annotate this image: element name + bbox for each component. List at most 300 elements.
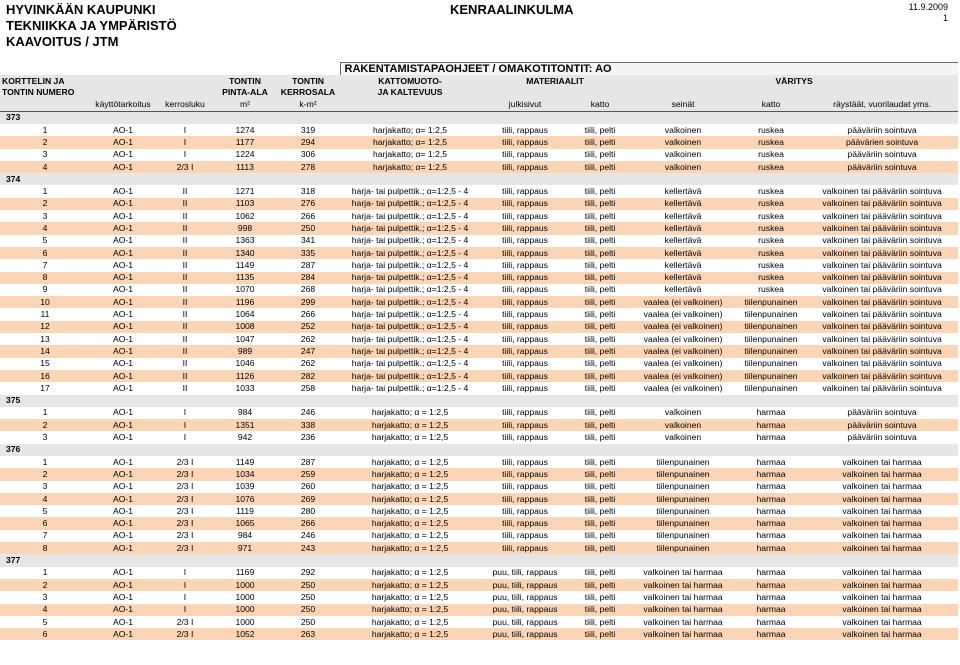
table-cell: tiili, rappaus — [480, 124, 570, 136]
table-cell: 287 — [276, 259, 340, 271]
table-cell: harjakatto; α = 1:2,5 — [340, 505, 480, 517]
table-cell: valkoinen tai harmaa — [806, 616, 958, 628]
document-meta — [909, 2, 948, 24]
header-unit-km2: k-m² — [276, 99, 340, 111]
table-row — [0, 481, 958, 493]
table-cell: 243 — [276, 542, 340, 554]
table-cell: 1363 — [214, 235, 276, 247]
table-cell: harjakatto; α = 1:2,5 — [340, 419, 480, 431]
table-cell: 250 — [276, 222, 340, 234]
table-cell: harjakatto; α= 1:2,5 — [340, 161, 480, 173]
table-cell: tiilenpunainen — [630, 456, 736, 468]
table-cell: valkoinen tai pääväriin sointuva — [806, 198, 958, 210]
table-row — [0, 345, 958, 357]
table-row — [0, 161, 958, 173]
table-cell: 1271 — [214, 185, 276, 197]
header-usage: käyttötarkoitus — [90, 99, 156, 111]
table-cell: tiili, rappaus — [480, 493, 570, 505]
table-cell: 1103 — [214, 198, 276, 210]
table-cell: harja- tai pulpettik.; α=1:2,5 - 4 — [340, 222, 480, 234]
table-cell: 1000 — [214, 616, 276, 628]
table-cell: tiili, rappaus — [480, 530, 570, 542]
table-cell: AO-1 — [90, 382, 156, 394]
table-cell: tiilenpunainen — [736, 308, 806, 320]
table-row — [0, 616, 958, 628]
table-cell: tiilenpunainen — [736, 345, 806, 357]
table-cell: AO-1 — [90, 272, 156, 284]
table-cell: ruskea — [736, 284, 806, 296]
table-cell: harja- tai pulpettik.; α=1:2,5 - 4 — [340, 235, 480, 247]
table-cell: 1119 — [214, 505, 276, 517]
table-cell: AO-1 — [90, 505, 156, 517]
table-cell: AO-1 — [90, 345, 156, 357]
table-cell: 1177 — [214, 136, 276, 148]
table-cell: valkoinen — [630, 431, 736, 443]
table-cell: 1 — [0, 456, 90, 468]
table-cell: pääväriin sointuva — [806, 407, 958, 419]
table-cell: tiili, rappaus — [480, 308, 570, 320]
table-cell: 294 — [276, 136, 340, 148]
table-cell: harjakatto; α = 1:2,5 — [340, 431, 480, 443]
table-cell: valkoinen tai pääväriin sointuva — [806, 333, 958, 345]
table-cell: AO-1 — [90, 321, 156, 333]
table-cell: valkoinen tai pääväriin sointuva — [806, 382, 958, 394]
table-cell: harmaa — [736, 591, 806, 603]
table-cell: tiili, pelti — [570, 419, 630, 431]
table-cell: valkoinen — [630, 161, 736, 173]
org-line-1: HYVINKÄÄN KAUPUNKI — [6, 2, 156, 17]
table-cell: tiili, pelti — [570, 272, 630, 284]
table-cell: valkoinen tai harmaa — [806, 493, 958, 505]
table-cell: kellertävä — [630, 198, 736, 210]
table-row — [0, 530, 958, 542]
table-cell: ruskea — [736, 210, 806, 222]
table-cell: tiilenpunainen — [630, 481, 736, 493]
table-cell: AO-1 — [90, 493, 156, 505]
table-cell: 3 — [0, 149, 90, 161]
table-cell: 1274 — [214, 124, 276, 136]
block-header-row — [0, 444, 958, 456]
table-cell: valkoinen tai harmaa — [806, 517, 958, 529]
table-cell: harjakatto; α = 1:2,5 — [340, 456, 480, 468]
table-cell: tiili, rappaus — [480, 259, 570, 271]
table-cell: 4 — [0, 493, 90, 505]
table-cell: harjakatto; α = 1:2,5 — [340, 481, 480, 493]
table-cell: tiili, rappaus — [480, 321, 570, 333]
table-cell: tiili, pelti — [570, 222, 630, 234]
table-cell: 250 — [276, 591, 340, 603]
table-cell: 5 — [0, 505, 90, 517]
page-number: 1 — [942, 13, 948, 23]
table-cell: harjakatto; α = 1:2,5 — [340, 468, 480, 480]
table-cell: 11 — [0, 308, 90, 320]
header-walls: seinät — [630, 99, 736, 111]
table-cell: ruskea — [736, 198, 806, 210]
table-cell: tiili, pelti — [570, 161, 630, 173]
table-cell: tiilenpunainen — [630, 530, 736, 542]
table-cell: 6 — [0, 628, 90, 640]
table-row — [0, 431, 958, 443]
table-cell: valkoinen tai pääväriin sointuva — [806, 284, 958, 296]
table-cell: puu, tiili, rappaus — [480, 567, 570, 579]
table-cell: puu, tiili, rappaus — [480, 628, 570, 640]
table-cell: tiili, rappaus — [480, 136, 570, 148]
table-cell: tiili, rappaus — [480, 517, 570, 529]
table-cell: tiili, pelti — [570, 481, 630, 493]
table-cell: harmaa — [736, 505, 806, 517]
table-cell: ruskea — [736, 185, 806, 197]
table-cell: 984 — [214, 530, 276, 542]
table-cell: 263 — [276, 628, 340, 640]
table-cell: vaalea (ei valkoinen) — [630, 321, 736, 333]
table-cell: tiilenpunainen — [630, 493, 736, 505]
table-cell: tiili, rappaus — [480, 468, 570, 480]
table-cell: vaalea (ei valkoinen) — [630, 345, 736, 357]
table-cell: 1149 — [214, 456, 276, 468]
table-row — [0, 604, 958, 616]
table-cell: 1126 — [214, 370, 276, 382]
table-row — [0, 468, 958, 480]
table-cell: kellertävä — [630, 210, 736, 222]
table-cell: harmaa — [736, 407, 806, 419]
header-area: PINTA-ALA — [214, 87, 276, 99]
table-row — [0, 185, 958, 197]
table-cell: 1064 — [214, 308, 276, 320]
table-cell: 269 — [276, 493, 340, 505]
table-cell: 282 — [276, 370, 340, 382]
table-cell: tiilenpunainen — [736, 296, 806, 308]
table-row — [0, 370, 958, 382]
table-cell: harmaa — [736, 431, 806, 443]
table-cell: valkoinen tai harmaa — [806, 505, 958, 517]
table-cell: harja- tai pulpettik.; α=1:2,5 - 4 — [340, 198, 480, 210]
table-cell: valkoinen tai pääväriin sointuva — [806, 272, 958, 284]
header-block-lot: KORTTELIN JA — [0, 75, 156, 87]
table-cell: I — [156, 124, 214, 136]
table-cell: tiili, rappaus — [480, 235, 570, 247]
table-cell: AO-1 — [90, 431, 156, 443]
table-cell: 6 — [0, 517, 90, 529]
table-cell: 1149 — [214, 259, 276, 271]
table-cell: AO-1 — [90, 185, 156, 197]
table-row — [0, 456, 958, 468]
table-cell: 1046 — [214, 358, 276, 370]
table-cell: II — [156, 308, 214, 320]
table-row — [0, 407, 958, 419]
section-title: RAKENTAMISTAPAOHJEET / OMAKOTITONTIT: AO — [340, 63, 958, 76]
table-cell: 1065 — [214, 517, 276, 529]
table-cell: tiili, pelti — [570, 616, 630, 628]
table-cell: AO-1 — [90, 308, 156, 320]
table-cell: AO-1 — [90, 247, 156, 259]
table-cell: AO-1 — [90, 358, 156, 370]
block-header-row — [0, 395, 958, 407]
table-cell: 2/3 I — [156, 468, 214, 480]
table-cell: valkoinen tai harmaa — [630, 567, 736, 579]
table-cell: ruskea — [736, 272, 806, 284]
table-cell: valkoinen tai pääväriin sointuva — [806, 370, 958, 382]
table-cell: tiilenpunainen — [630, 468, 736, 480]
table-cell: ruskea — [736, 161, 806, 173]
table-cell: 1135 — [214, 272, 276, 284]
table-cell: tiilenpunainen — [736, 382, 806, 394]
table-cell: 276 — [276, 198, 340, 210]
table-cell: kellertävä — [630, 272, 736, 284]
table-row — [0, 272, 958, 284]
table-cell: tiili, pelti — [570, 345, 630, 357]
table-cell: 318 — [276, 185, 340, 197]
table-cell: 1000 — [214, 591, 276, 603]
table-cell: II — [156, 235, 214, 247]
table-cell: 4 — [0, 604, 90, 616]
table-cell: harjakatto; α = 1:2,5 — [340, 407, 480, 419]
table-cell: valkoinen tai pääväriin sointuva — [806, 308, 958, 320]
table-cell: harjakatto; α= 1:2,5 — [340, 136, 480, 148]
table-cell: 1062 — [214, 210, 276, 222]
table-cell: 292 — [276, 567, 340, 579]
table-cell: valkoinen tai harmaa — [806, 579, 958, 591]
table-row — [0, 198, 958, 210]
table-cell: 236 — [276, 431, 340, 443]
table-cell: valkoinen tai harmaa — [806, 628, 958, 640]
table-cell: harjakatto; α = 1:2,5 — [340, 579, 480, 591]
table-cell: harjakatto; α = 1:2,5 — [340, 493, 480, 505]
table-cell: I — [156, 567, 214, 579]
table-cell: harjakatto; α= 1:2,5 — [340, 149, 480, 161]
table-cell: 2/3 I — [156, 161, 214, 173]
table-cell: harjakatto; α = 1:2,5 — [340, 591, 480, 603]
table-cell: II — [156, 185, 214, 197]
table-cell: tiili, rappaus — [480, 149, 570, 161]
table-cell: valkoinen — [630, 149, 736, 161]
document-title: KENRAALINKULMA — [450, 2, 574, 17]
table-cell: 2/3 I — [156, 456, 214, 468]
table-cell: harja- tai pulpettik.; α=1:2,5 - 4 — [340, 185, 480, 197]
table-cell: harmaa — [736, 542, 806, 554]
table-cell: AO-1 — [90, 567, 156, 579]
table-cell: kellertävä — [630, 185, 736, 197]
table-cell: vaalea (ei valkoinen) — [630, 370, 736, 382]
table-cell: harja- tai pulpettik.; α=1:2,5 - 4 — [340, 210, 480, 222]
table-cell: 1008 — [214, 321, 276, 333]
table-cell: 260 — [276, 481, 340, 493]
table-cell: tiili, pelti — [570, 198, 630, 210]
table-cell: 1224 — [214, 149, 276, 161]
table-cell: 2/3 I — [156, 517, 214, 529]
table-row — [0, 579, 958, 591]
table-cell: II — [156, 358, 214, 370]
table-row — [0, 235, 958, 247]
table-cell: AO-1 — [90, 235, 156, 247]
table-cell: tiilenpunainen — [736, 333, 806, 345]
table-cell: 5 — [0, 235, 90, 247]
table-cell: tiili, rappaus — [480, 370, 570, 382]
table-row — [0, 493, 958, 505]
table-cell: tiili, pelti — [570, 124, 630, 136]
table-cell: tiili, pelti — [570, 517, 630, 529]
header-lot-number: TONTIN NUMERO — [0, 87, 156, 99]
header-storeys: kerrosluku — [156, 99, 214, 111]
table-cell: 989 — [214, 345, 276, 357]
table-cell: tiili, rappaus — [480, 419, 570, 431]
table-cell: 2/3 I — [156, 542, 214, 554]
table-cell: tiili, pelti — [570, 407, 630, 419]
table-cell: harja- tai pulpettik.; α=1:2,5 - 4 — [340, 296, 480, 308]
table-cell: harmaa — [736, 419, 806, 431]
table-cell: valkoinen tai harmaa — [806, 481, 958, 493]
table-cell: valkoinen tai pääväriin sointuva — [806, 247, 958, 259]
table-row — [0, 567, 958, 579]
table-cell: kellertävä — [630, 235, 736, 247]
table-cell: harja- tai pulpettik.; α=1:2,5 - 4 — [340, 308, 480, 320]
table-cell: 1000 — [214, 579, 276, 591]
table-cell: 1 — [0, 407, 90, 419]
table-cell: tiilenpunainen — [630, 542, 736, 554]
building-guidelines-table — [0, 62, 958, 640]
table-cell: 2/3 I — [156, 481, 214, 493]
header-plot: TONTIN — [214, 75, 276, 87]
table-cell: 4 — [0, 222, 90, 234]
block-header-row — [0, 111, 958, 124]
table-cell: harmaa — [736, 579, 806, 591]
table-cell: tiili, pelti — [570, 210, 630, 222]
table-cell: 12 — [0, 321, 90, 333]
table-cell: valkoinen tai harmaa — [806, 530, 958, 542]
table-cell: tiili, pelti — [570, 358, 630, 370]
table-cell: valkoinen tai harmaa — [806, 604, 958, 616]
header-materials: MATERIAALIT — [480, 75, 630, 87]
table-cell: 1039 — [214, 481, 276, 493]
table-cell: harmaa — [736, 604, 806, 616]
table-cell: 252 — [276, 321, 340, 333]
table-cell: vaalea (ei valkoinen) — [630, 333, 736, 345]
table-cell: pääväriin sointuva — [806, 161, 958, 173]
table-cell: AO-1 — [90, 604, 156, 616]
table-cell: 1 — [0, 567, 90, 579]
table-cell: 2 — [0, 419, 90, 431]
table-cell: 338 — [276, 419, 340, 431]
block-number: 375 — [0, 395, 958, 407]
table-cell: pääväriin sointuva — [806, 149, 958, 161]
table-cell: AO-1 — [90, 333, 156, 345]
table-cell: valkoinen tai harmaa — [630, 616, 736, 628]
table-cell: harmaa — [736, 616, 806, 628]
table-cell: 14 — [0, 345, 90, 357]
table-cell: AO-1 — [90, 407, 156, 419]
table-cell: 2/3 I — [156, 530, 214, 542]
table-cell: 287 — [276, 456, 340, 468]
table-cell: tiili, pelti — [570, 136, 630, 148]
table-cell: puu, tiili, rappaus — [480, 591, 570, 603]
table-row — [0, 591, 958, 603]
org-line-3: KAAVOITUS / JTM — [6, 34, 119, 49]
table-cell: tiili, pelti — [570, 431, 630, 443]
table-cell: tiili, pelti — [570, 308, 630, 320]
table-cell: 247 — [276, 345, 340, 357]
table-cell: AO-1 — [90, 210, 156, 222]
table-cell: 2/3 I — [156, 493, 214, 505]
table-cell: valkoinen tai harmaa — [806, 591, 958, 603]
table-cell: 10 — [0, 296, 90, 308]
table-cell: tiili, rappaus — [480, 542, 570, 554]
table-cell: harja- tai pulpettik.; α=1:2,5 - 4 — [340, 321, 480, 333]
table-cell: 259 — [276, 468, 340, 480]
table-cell: harja- tai pulpettik.; α=1:2,5 - 4 — [340, 345, 480, 357]
header-colors: VÄRITYS — [630, 75, 958, 87]
table-cell: harmaa — [736, 493, 806, 505]
table-cell: valkoinen tai pääväriin sointuva — [806, 296, 958, 308]
table-cell: tiilenpunainen — [630, 517, 736, 529]
table-cell: 9 — [0, 284, 90, 296]
header-facades: julkisivut — [480, 99, 570, 111]
table-cell: tiili, pelti — [570, 604, 630, 616]
table-cell: 246 — [276, 407, 340, 419]
table-row — [0, 259, 958, 271]
table-cell: II — [156, 382, 214, 394]
table-cell: valkoinen tai harmaa — [806, 456, 958, 468]
table-cell: AO-1 — [90, 616, 156, 628]
table-cell: vaalea (ei valkoinen) — [630, 382, 736, 394]
header-floor: TONTIN — [276, 75, 340, 87]
table-cell: tiili, rappaus — [480, 222, 570, 234]
table-cell: tiili, rappaus — [480, 456, 570, 468]
table-cell: tiilenpunainen — [736, 370, 806, 382]
header-unit-m2: m² — [214, 99, 276, 111]
table-cell: vaalea (ei valkoinen) — [630, 308, 736, 320]
header-row-2 — [0, 87, 958, 99]
table-cell: valkoinen tai harmaa — [806, 567, 958, 579]
table-cell: tiili, pelti — [570, 259, 630, 271]
table-row — [0, 149, 958, 161]
table-cell: AO-1 — [90, 530, 156, 542]
table-cell: harja- tai pulpettik.; α=1:2,5 - 4 — [340, 247, 480, 259]
table-cell: 1340 — [214, 247, 276, 259]
table-cell: tiili, rappaus — [480, 345, 570, 357]
table-cell: harja- tai pulpettik.; α=1:2,5 - 4 — [340, 382, 480, 394]
table-row — [0, 308, 958, 320]
table-cell: tiili, rappaus — [480, 505, 570, 517]
table-cell: harja- tai pulpettik.; α=1:2,5 - 4 — [340, 358, 480, 370]
table-cell: II — [156, 333, 214, 345]
table-cell: valkoinen tai pääväriin sointuva — [806, 222, 958, 234]
table-cell: valkoinen tai pääväriin sointuva — [806, 321, 958, 333]
table-cell: tiilenpunainen — [630, 505, 736, 517]
table-cell: tiili, pelti — [570, 321, 630, 333]
table-cell: 1 — [0, 124, 90, 136]
table-cell: tiili, rappaus — [480, 198, 570, 210]
table-cell: I — [156, 149, 214, 161]
table-cell: harjakatto; α = 1:2,5 — [340, 567, 480, 579]
table-cell: harjakatto; α = 1:2,5 — [340, 517, 480, 529]
table-cell: 16 — [0, 370, 90, 382]
table-cell: 3 — [0, 431, 90, 443]
table-cell: 1000 — [214, 604, 276, 616]
table-cell: 268 — [276, 284, 340, 296]
header-trim: räystäät, vuorilaudat yms. — [806, 99, 958, 111]
table-cell: AO-1 — [90, 542, 156, 554]
table-cell: tiili, rappaus — [480, 210, 570, 222]
table-cell: harjakatto; α = 1:2,5 — [340, 628, 480, 640]
table-cell: AO-1 — [90, 284, 156, 296]
table-cell: tiili, pelti — [570, 185, 630, 197]
table-row — [0, 296, 958, 308]
table-row — [0, 333, 958, 345]
table-cell: II — [156, 222, 214, 234]
table-cell: tiilenpunainen — [736, 321, 806, 333]
table-cell: 2/3 I — [156, 616, 214, 628]
table-row — [0, 505, 958, 517]
table-cell: AO-1 — [90, 161, 156, 173]
